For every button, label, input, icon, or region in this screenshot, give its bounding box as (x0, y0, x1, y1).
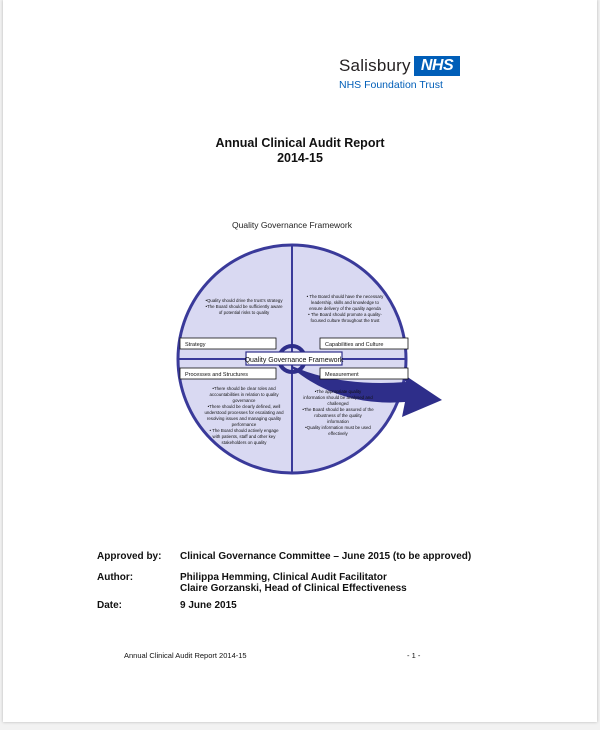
nhs-badge: NHS (414, 56, 460, 76)
capabilities-bullet: leadership, skills and knowledge to (311, 300, 379, 305)
document-page (3, 0, 597, 722)
measurement-bullet: information (327, 419, 349, 424)
date-label: Date: (97, 600, 123, 611)
footer-title: Annual Clinical Audit Report 2014-15 (124, 651, 247, 660)
strategy-bullet: •Quality should drive the trust's strategy (205, 298, 283, 303)
capabilities-label: Capabilities and Culture (325, 342, 384, 348)
capabilities-bullet: • The Board should have the necessary (306, 294, 384, 299)
approved-value: Clinical Governance Committee – June 2015 (to be approved) (180, 551, 472, 562)
report-title: Annual Clinical Audit Report (215, 136, 385, 150)
logo-name: Salisbury (339, 56, 411, 75)
processes-bullet: accountabilities in relation to quality (209, 392, 279, 397)
author-line-2: Claire Gorzanski, Head of Clinical Effectiveness (180, 583, 407, 594)
measurement-label: Measurement (325, 372, 359, 378)
processes-bullet: •There should be clearly defined, well (207, 404, 281, 409)
framework-heading: Quality Governance Framework (232, 220, 352, 230)
nhs-logo (339, 56, 469, 96)
strategy-bullet: •The Board should be sufficiently aware (205, 304, 283, 309)
processes-bullet: performance (231, 422, 257, 427)
strategy-label: Strategy (185, 342, 206, 348)
capabilities-bullet: • The Board should promote a quality- (308, 312, 382, 317)
processes-bullet: governance (232, 398, 256, 403)
logo-trust: NHS Foundation Trust (339, 79, 443, 91)
processes-bullet: • The Board should actively engage (209, 428, 279, 433)
report-year: 2014-15 (277, 151, 323, 165)
measurement-bullet: •The Board should be assured of the (302, 407, 374, 412)
page-number: - 1 - (407, 651, 421, 660)
processes-label: Processes and Structures (185, 372, 248, 378)
center-label: Quality Governance Framework (244, 357, 344, 364)
measurement-bullet: •The appropriate quality (314, 389, 362, 394)
date-value: 9 June 2015 (180, 600, 237, 611)
strategy-bullet: of potential risks to quality (218, 310, 270, 315)
processes-bullet: stakeholders on quality (221, 440, 267, 445)
framework-diagram (124, 212, 469, 482)
processes-bullet: with patients, staff and other key (212, 434, 276, 439)
author-line-1: Philippa Hemming, Clinical Audit Facilitator (180, 572, 387, 583)
capabilities-bullet: ensure delivery of the quality agenda (309, 306, 381, 311)
processes-bullet: •There should be clear roles and (212, 386, 276, 391)
author-label: Author: (97, 572, 134, 583)
processes-bullet: resolving issues and managing quality (206, 416, 282, 421)
measurement-bullet: effectively (328, 431, 348, 436)
measurement-bullet: robustness of the quality (314, 413, 362, 418)
approved-label: Approved by: (97, 551, 162, 562)
capabilities-bullet: focused culture throughout the trust (310, 318, 380, 323)
processes-bullet: understood processes for escalating and (204, 410, 284, 415)
measurement-bullet: challenged (327, 401, 349, 406)
measurement-bullet: information should be analysed and (303, 395, 373, 400)
measurement-bullet: •Quality information must be used (305, 425, 371, 430)
